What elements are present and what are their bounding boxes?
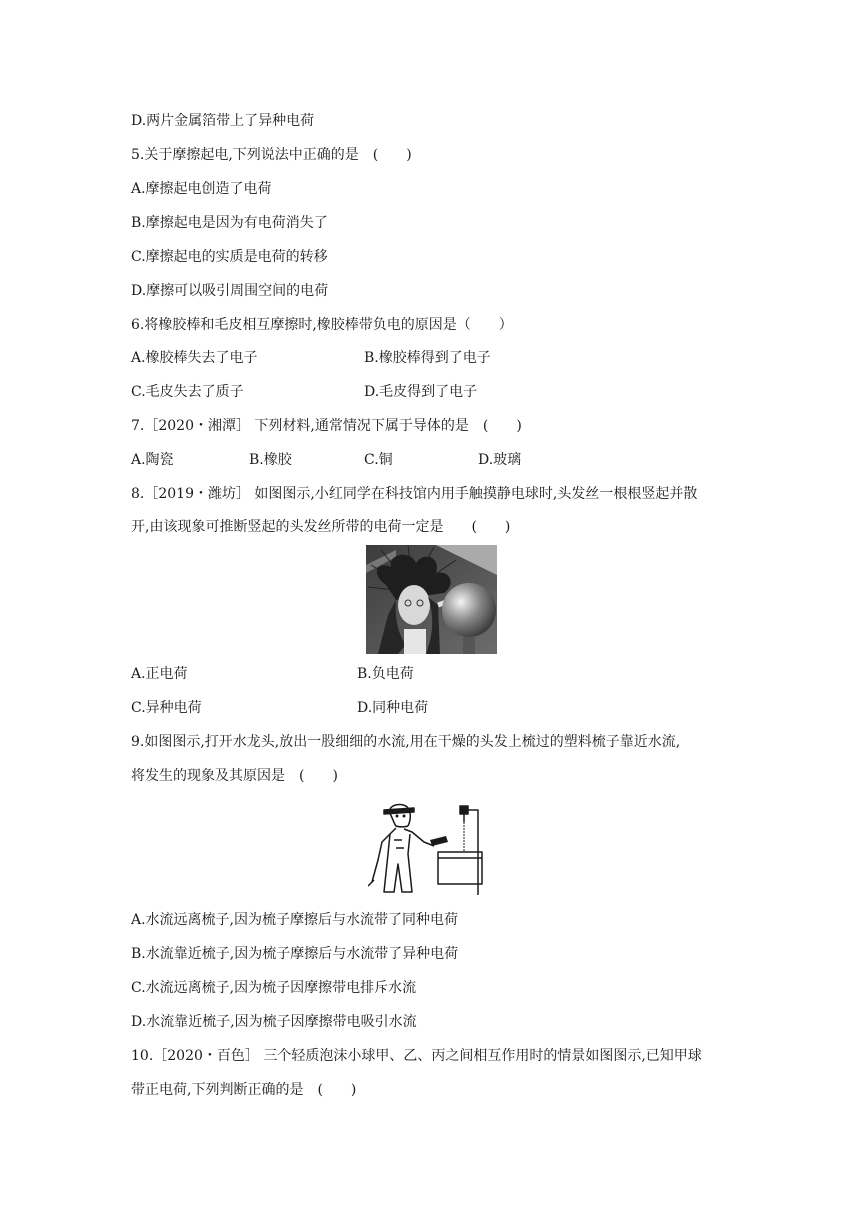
- q8-option-b: B.负电荷: [357, 666, 414, 682]
- q9-option-c: C.水流远离梳子,因为梳子因摩擦带电排斥水流: [131, 980, 417, 996]
- q8-option-a: A.正电荷: [131, 666, 188, 682]
- q9-option-d: D.水流靠近梳子,因为梳子因摩擦带电吸引水流: [131, 1014, 417, 1030]
- q5-option-b: B.摩擦起电是因为有电荷消失了: [131, 215, 328, 231]
- q6-option-d: D.毛皮得到了电子: [364, 384, 478, 400]
- q5-option-c: C.摩擦起电的实质是电荷的转移: [131, 249, 328, 265]
- q7-option-a: A.陶瓷: [131, 452, 174, 468]
- q9-stem-line1: 9.如图图示,打开水龙头,放出一股细细的水流,用在干燥的头发上梳过的塑料梳子靠近水流,: [131, 734, 681, 750]
- q8-stem-line2: 开,由该现象可推断竖起的头发丝所带的电荷一定是 ( ): [131, 519, 511, 535]
- q7-option-d: D.玻璃: [478, 452, 522, 468]
- q9-stem-line2: 将发生的现象及其原因是 ( ): [131, 768, 338, 784]
- q9-option-b: B.水流靠近梳子,因为梳子摩擦后与水流带了异种电荷: [131, 946, 459, 962]
- q10-stem-line1: 10.［2020・百色］ 三个轻质泡沫小球甲、乙、丙之间相互作用时的情景如图图示,已知甲球: [131, 1048, 702, 1064]
- q9-sketch: [368, 802, 490, 895]
- q6-option-a: A.橡胶棒失去了电子: [131, 350, 258, 366]
- q5-option-d: D.摩擦可以吸引周围空间的电荷: [131, 283, 329, 299]
- q6-option-c: C.毛皮失去了质子: [131, 384, 244, 400]
- q5-option-a: A.摩擦起电创造了电荷: [131, 181, 272, 197]
- q7-stem: 7.［2020・湘潭］ 下列材料,通常情况下属于导体的是 ( ): [131, 418, 522, 434]
- q6-option-b: B.橡胶棒得到了电子: [364, 350, 491, 366]
- q7-option-b: B.橡胶: [249, 452, 292, 468]
- q9-option-a: A.水流远离梳子,因为梳子摩擦后与水流带了同种电荷: [131, 912, 459, 928]
- q10-stem-line2: 带正电荷,下列判断正确的是 ( ): [131, 1082, 357, 1098]
- q7-option-c: C.铜: [364, 452, 393, 468]
- q8-option-c: C.异种电荷: [131, 700, 202, 716]
- q4-option-d: D.两片金属箔带上了异种电荷: [131, 113, 315, 129]
- q8-option-d: D.同种电荷: [357, 700, 429, 716]
- q5-stem: 5.关于摩擦起电,下列说法中正确的是 ( ): [131, 147, 412, 163]
- q6-stem: 6.将橡胶棒和毛皮相互摩擦时,橡胶棒带负电的原因是（ ）: [131, 317, 513, 333]
- q8-photo: [366, 545, 497, 654]
- q8-stem-line1: 8.［2019・潍坊］ 如图图示,小红同学在科技馆内用手触摸静电球时,头发丝一根根竖起并散: [131, 486, 698, 502]
